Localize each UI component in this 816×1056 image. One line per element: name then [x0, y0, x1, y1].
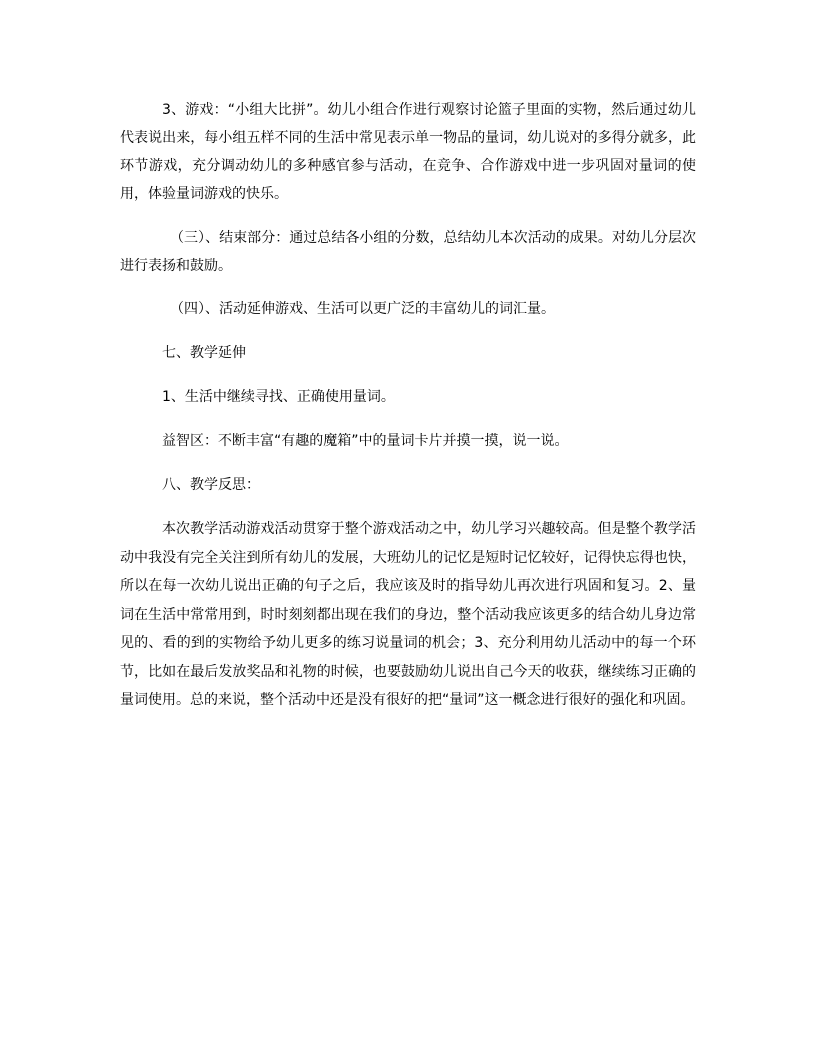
paragraph-reflection-body: 本次教学活动游戏活动贯穿于整个游戏活动之中，幼儿学习兴趣较高。但是整个教学活动中我没有完全关注到所有幼儿的发展，大班幼儿的记忆是短时记忆较好，记得快忘得也快，所以在每一次幼儿说出正确的句子之后，我应该及时的指导幼儿再次进行巩固和复习。2、量词在生活中常常用到，时时刻刻都出现在我们的身边，整个活动我应该更多的结合幼儿身边常见的、看的到的实物给予幼儿更多的练习说量词的机会；3、充分利用幼儿活动中的每一个环节，比如在最后发放奖品和礼物的时候，也要鼓励幼儿说出自己今天的收获，继续练习正确的量词使用。总的来说，整个活动中还是没有很好的把“量词”这一概念进行很好的强化和巩固。	[120, 521, 696, 708]
heading-teaching-extension: 七、教学延伸	[162, 345, 246, 361]
paragraph-life-usage: 1、生活中继续寻找、正确使用量词。	[162, 389, 395, 405]
paragraph-closing-section: （三）、结束部分：通过总结各小组的分数，总结幼儿本次活动的成果。对幼儿分层次进行表扬和鼓励。	[120, 230, 696, 274]
paragraph-game-section: 3、游戏：“小组大比拼”。幼儿小组合作进行观察讨论篮子里面的实物，然后通过幼儿代表说出来，每小组五样不同的生活中常见表示单一物品的量词，幼儿说对的多得分就多，此环节游戏，充分调动幼儿的多种感官参与活动，在竞争、合作游戏中进一步巩固对量词的使用，体验量词游戏的快乐。	[120, 102, 696, 202]
document-page	[120, 96, 696, 715]
heading-teaching-reflection: 八、教学反思：	[162, 477, 260, 493]
paragraph-puzzle-area: 益智区：不断丰富“有趣的魔箱”中的量词卡片并摸一摸，说一说。	[162, 433, 569, 449]
paragraph-extension-activity: （四）、活动延伸游戏、生活可以更广泛的丰富幼儿的词汇量。	[170, 301, 555, 317]
